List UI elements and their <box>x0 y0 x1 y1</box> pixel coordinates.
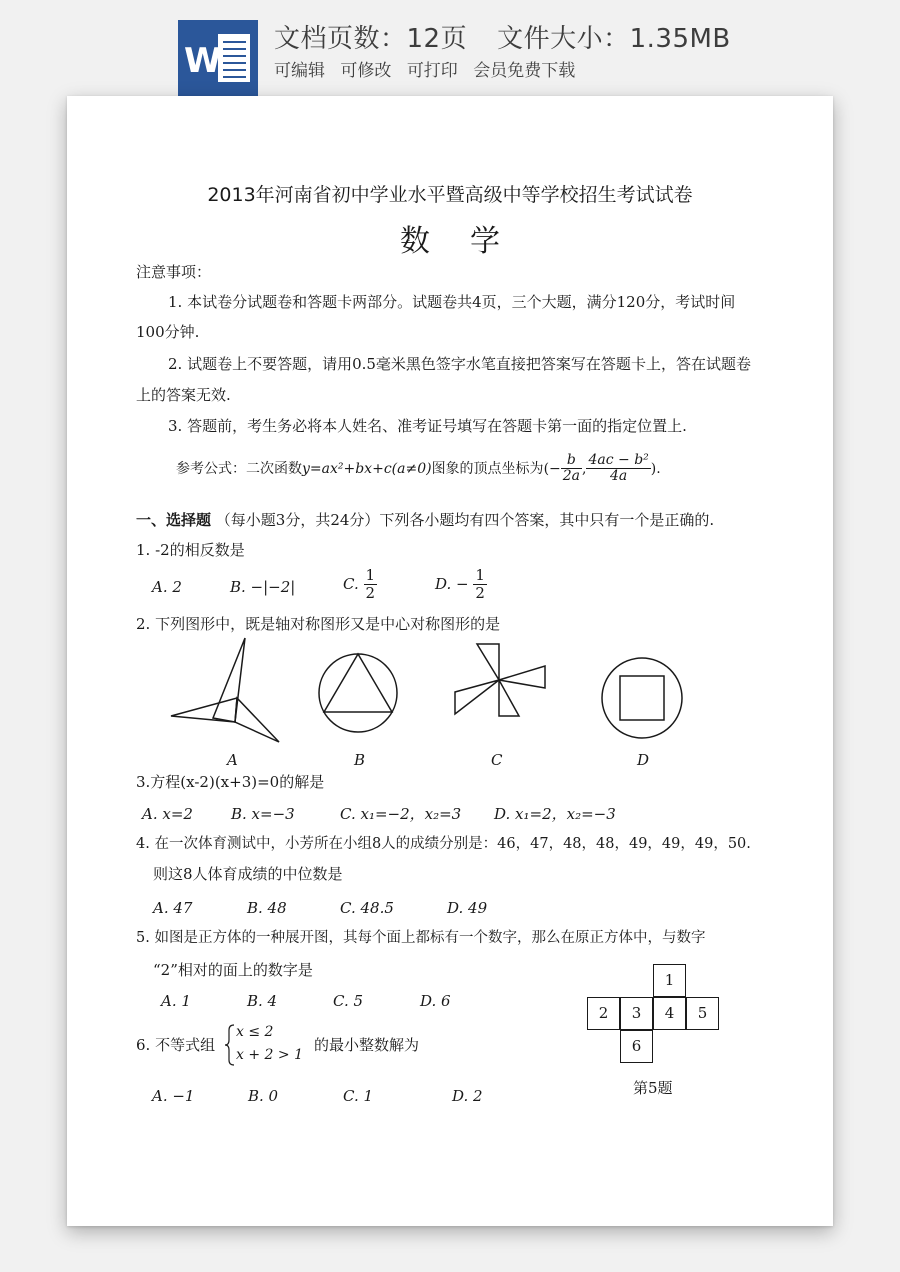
q6-option-b: B. 0 <box>248 1087 279 1105</box>
q3-stem: 3.方程(x-2)(x+3)=0的解是 <box>136 773 325 791</box>
q3-option-d: D. x₁=2，x₂=−3 <box>494 805 616 823</box>
word-icon-letter: W <box>184 41 222 81</box>
section-1-heading: 一、选择题 <box>136 511 212 529</box>
q1-option-b: B. −|−2| <box>230 578 296 596</box>
q6-inequality-2: x + 2 > 1 <box>236 1047 303 1063</box>
q6-option-a: A. −1 <box>152 1087 195 1105</box>
q1-option-a: A. 2 <box>152 578 182 596</box>
document-info-banner <box>0 0 900 100</box>
formula-mid: 图象的顶点坐标为 <box>431 460 544 477</box>
net-face-5: 5 <box>686 997 719 1030</box>
document-page: 2013年河南省初中学业水平暨高级中等学校招生考试试卷 数学 注意事项： 1. 本试卷分试题卷和答题卡两部分。试题卷共4页，三个大题，满分120分，考试时间 100分钟. 2. 试题卷上不要答题，请用0.5毫米黑色签字水笔直接把答案写在答题卡上，答在试题卷 上的答案无效. 3. 答题前，考生务必将本人姓名、准考证号填写在答题卡第一面的指定位置上. 参考公式：二次函数y=ax²+bx+c(a≠0)图象的顶点坐标为(− $\frac{b}{2a}$ , $\frac{\text{4ac − b²}}{4a}$ ). 一、选择题 （每小题3分，共24分）下列各小题均有四个答案，其中只有一个是正确的. 1. -2的相反数是 A. 2 B. −|−2| C. $\frac{1}{2}$ D. − $\frac{1}{2}$ 2. 下列图形中，既是轴对称图形又是中心对称图形的是 A B C D 3.方程(x-2)(x+3)=0的解是 A. x=2 B. x=−3 C. x₁=−2，x₂=3 D. x₁=2，x₂=−3 4. 在一次体育测试中，小芳所在小组8人的成绩分别是：46，47，48，48，49，49，49，50. 则这8人体育成绩的中位数是 A. 47 B. 48 C. 48.5 D. 49 5. 如图是正方体的一种展开图，其每个面上都标有一个数字，那么在原正方体中，与数字 “2”相对的面上的数字是 A. 1 B. 4 C. 5 D. 6 1 2 3 4 5 6 第5题 6. 不等式组 x ≤ 2 x + 2 > 1 的最小整数解为 A. −1 B. 0 C. 1 D. 2 <box>67 96 833 1226</box>
q1-option-d-fraction: $\frac{1}{2}$ <box>475 566 485 602</box>
q6-brace <box>225 1024 235 1066</box>
notice-heading: 注意事项： <box>136 263 212 281</box>
q2-figure-a <box>167 634 283 744</box>
feature-editable: 可编辑 <box>274 61 325 81</box>
q5-option-d: D. 6 <box>420 992 451 1010</box>
feature-list <box>274 56 585 81</box>
q3-option-c: C. x₁=−2，x₂=3 <box>340 805 462 823</box>
net-face-2: 2 <box>587 997 620 1030</box>
q1-stem: 1. -2的相反数是 <box>136 541 245 559</box>
section-1-header <box>136 510 714 530</box>
q2-stem: 2. 下列图形中，既是轴对称图形又是中心对称图形的是 <box>136 615 501 633</box>
notice-1-line-1: 1. 本试卷分试题卷和答题卡两部分。试题卷共4页，三个大题，满分120分，考试时间 <box>168 293 736 311</box>
formula-prefix: 参考公式：二次函数 <box>176 460 302 477</box>
notice-1-line-2: 100分钟. <box>136 323 200 341</box>
q4-option-a: A. 47 <box>153 899 193 917</box>
q6-inequality-1: x ≤ 2 <box>236 1024 274 1040</box>
net-face-6: 6 <box>620 1030 653 1063</box>
section-1-note: （每小题3分，共24分）下列各小题均有四个答案，其中只有一个是正确的. <box>215 511 715 529</box>
q2-label-a: A <box>227 751 238 769</box>
q5-option-c: C. 5 <box>333 992 364 1010</box>
notice-2-line-2: 上的答案无效. <box>136 386 231 404</box>
q5-stem-line-1: 5. 如图是正方体的一种展开图，其每个面上都标有一个数字，那么在原正方体中，与数字 <box>136 930 706 946</box>
q6-option-d: D. 2 <box>452 1087 483 1105</box>
formula-comma: , <box>582 460 587 477</box>
q2-label-b: B <box>354 751 366 769</box>
formula-function: y=ax²+bx+c(a≠0) <box>302 460 432 477</box>
q5-option-b: B. 4 <box>247 992 278 1010</box>
q5-option-a: A. 1 <box>161 992 191 1010</box>
exam-title: 2013年河南省初中学业水平暨高级中等学校招生考试试卷 <box>207 184 693 206</box>
q4-stem-line-2: 则这8人体育成绩的中位数是 <box>153 865 343 883</box>
word-document-icon <box>178 20 258 96</box>
q1-option-d: D. − $\frac{1}{2}$ <box>435 566 485 602</box>
q3-option-a: A. x=2 <box>142 805 193 823</box>
net-face-4: 4 <box>653 997 686 1030</box>
net-face-1: 1 <box>653 964 686 997</box>
q1-option-c-fraction: $\frac{1}{2}$ <box>365 566 376 602</box>
q5-figure-caption: 第5题 <box>633 1079 673 1097</box>
q5-stem-line-2: “2”相对的面上的数字是 <box>153 961 313 979</box>
net-face-3: 3 <box>620 997 653 1030</box>
formula-close: ). <box>650 460 661 477</box>
q6-option-c: C. 1 <box>343 1087 374 1105</box>
page-count: 文档页数：12页 <box>274 24 468 54</box>
q4-option-d: D. 49 <box>447 899 488 917</box>
q4-stem-line-1: 4. 在一次体育测试中，小芳所在小组8人的成绩分别是：46，47，48，48，49，49，49，50. <box>136 836 751 852</box>
feature-member-download: 会员免费下载 <box>473 61 576 81</box>
reference-formula <box>176 453 661 485</box>
q2-label-c: C <box>491 751 503 769</box>
formula-fraction-1: $\frac{b}{2a}$ <box>562 452 581 485</box>
file-stats <box>274 18 731 55</box>
file-size: 文件大小：1.35MB <box>497 24 731 54</box>
notice-2-line-1: 2. 试题卷上不要答题，请用0.5毫米黑色签字水笔直接把答案写在答题卡上，答在试题卷 <box>168 355 751 373</box>
notice-3: 3. 答题前，考生务必将本人姓名、准考证号填写在答题卡第一面的指定位置上. <box>168 417 687 435</box>
q3-option-b: B. x=−3 <box>231 805 295 823</box>
feature-modifiable: 可修改 <box>340 61 392 81</box>
exam-subject: 数学 <box>400 224 540 259</box>
formula-fraction-2: $\frac{\text{4ac − b²}}{4a}$ <box>588 452 649 485</box>
q2-figure-c <box>453 644 547 718</box>
q2-figure-b <box>317 652 399 734</box>
formula-open: (− <box>543 460 561 477</box>
q4-option-c: C. 48.5 <box>340 899 394 917</box>
feature-printable: 可打印 <box>406 61 458 81</box>
q4-option-b: B. 48 <box>247 899 287 917</box>
q2-label-d: D <box>637 751 650 769</box>
q2-figure-d <box>600 656 684 740</box>
q1-option-c: C. $\frac{1}{2}$ <box>343 566 376 602</box>
